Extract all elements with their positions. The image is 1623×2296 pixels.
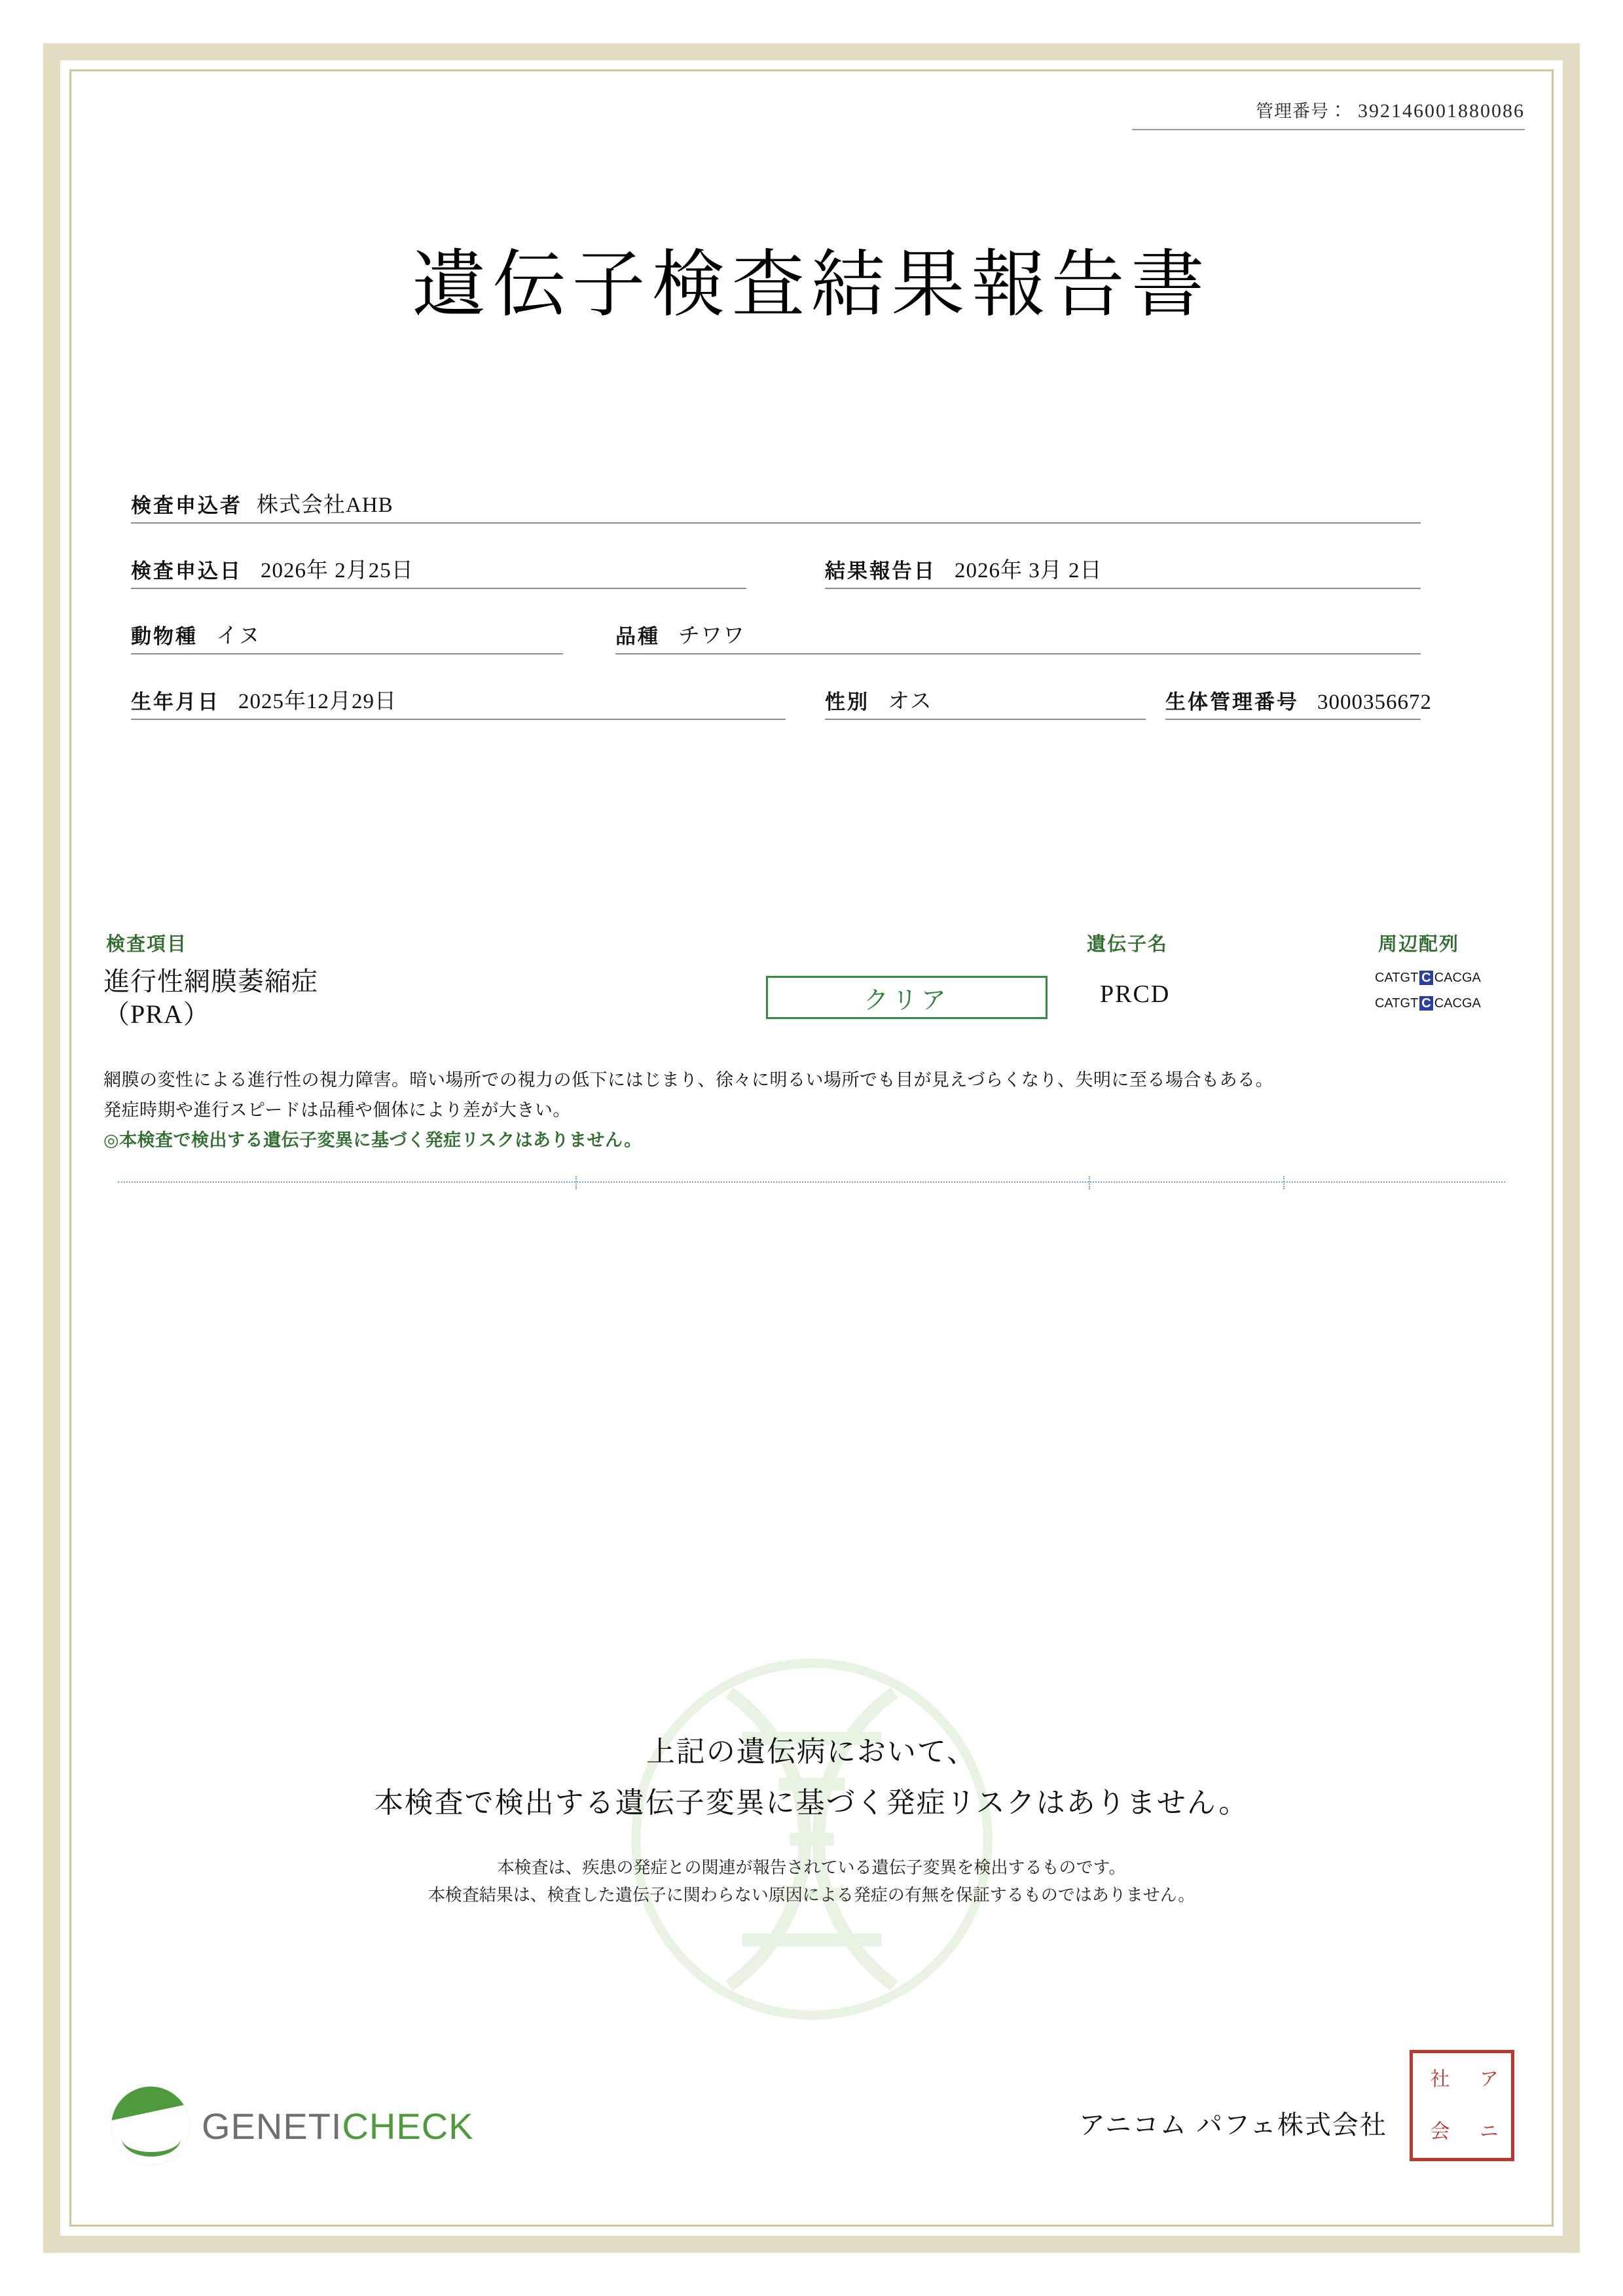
logo-wordmark-part2: CHECK [342,2105,474,2147]
field-animal-id-value: 3000356672 [1317,691,1432,714]
seal-char-2: 会 [1427,2121,1449,2143]
sequence-line-1 [1375,971,1545,986]
field-report-date [825,545,1421,589]
sequence-suffix-2: CACGA [1434,996,1481,1011]
field-breed [615,610,1421,655]
summary-note-1: 本検査は、疾患の発症との関連が報告されている遺伝子変異を検出するものです。 [497,1857,1126,1877]
summary-notes [98,1854,1525,1909]
disease-name-line2: （PRA） [103,999,210,1029]
field-birthday [131,675,786,720]
geneticheck-logo [111,2087,474,2165]
col-header-sequence: 周辺配列 [1378,934,1460,955]
field-breed-label: 品種 [615,625,660,648]
summary-line-2: 本検査で検出する遺伝子変異に基づく発症リスクはありません。 [374,1787,1249,1819]
description-line-2: 発症時期や進行スピードは品種や個体により差が大きい。 [103,1100,571,1120]
info-row-applicant [131,458,1499,524]
seal-char-0: 社 [1427,2068,1449,2090]
report-content [98,85,1525,2211]
info-row-species [131,589,1499,655]
seal-char-3: ニ [1476,2121,1498,2143]
field-sex-label: 性別 [825,691,869,713]
section-divider [118,1181,1505,1183]
test-result-row [98,965,1505,1044]
sequence-prefix-1: CATGT [1375,971,1419,985]
description-line-1: 網膜の変性による進行性の視力障害。暗い場所での視力の低下にはじまり、徐々に明るい場所でも目が見えづらくなり、失明に至る場合もある。 [103,1070,1273,1090]
summary-line-1: 上記の遺伝病において、 [646,1736,977,1768]
col-header-gene: 遺伝子名 [1087,934,1169,955]
field-sex-value: オス [888,690,932,713]
leaf-logo-icon [111,2087,190,2165]
field-applicant-label: 検査申込者 [131,494,242,517]
disease-name-line1: 進行性網膜萎縮症 [103,967,318,996]
field-report-date-value: 2026年 3月 2日 [955,559,1103,583]
field-report-date-label: 結果報告日 [825,560,936,583]
report-footer [98,2054,1525,2172]
control-number [1132,97,1525,130]
page-title: 遺伝子検査結果報告書 [412,245,1211,326]
seal-char-1: ア [1476,2068,1498,2090]
disease-description [103,1067,1505,1157]
sequence-mutation-1: C [1419,971,1432,985]
sequence-mutation-2: C [1419,996,1432,1011]
control-number-value: 392146001880086 [1358,100,1525,122]
info-row-dates [131,524,1499,589]
company-seal [1410,2050,1514,2161]
gene-name: PRCD [1100,980,1171,1008]
summary-block [98,1728,1525,1909]
summary-note-2: 本検査結果は、検査した遺伝子に関わらない原因による発症の有無を保証するものではありません。 [428,1885,1195,1905]
field-breed-value: チワワ [678,624,745,648]
sequence-suffix-1: CACGA [1434,971,1481,985]
field-sex [825,675,1146,720]
field-applicant [131,479,1421,524]
company-name: アニコム パフェ株式会社 [1078,2111,1387,2140]
sequence-block [1375,971,1545,1022]
field-species-value: イヌ [216,624,261,648]
field-animal-id-label: 生体管理番号 [1165,691,1299,713]
field-species [131,610,563,655]
logo-wordmark [202,2105,474,2147]
field-animal-id [1165,675,1432,720]
description-risk-statement: ◎本検査で検出する遺伝子変異に基づく発症リスクはありません。 [103,1130,642,1150]
field-species-label: 動物種 [131,625,198,648]
col-header-item: 検査項目 [106,934,188,955]
info-row-birth [131,655,1499,720]
result-badge-text: クリア [863,986,950,1014]
field-birthday-label: 生年月日 [131,691,220,713]
field-apply-date-label: 検査申込日 [131,560,242,583]
control-number-label: 管理番号： [1256,101,1347,121]
logo-wordmark-part1: GENETI [202,2105,342,2147]
field-birthday-value: 2025年12月29日 [238,690,397,713]
result-badge [766,976,1048,1019]
field-apply-date-value: 2026年 2月25日 [261,559,414,583]
field-applicant-value: 株式会社AHB [257,493,393,517]
sequence-line-2 [1375,996,1545,1011]
sequence-prefix-2: CATGT [1375,996,1419,1011]
applicant-info-block [131,458,1499,720]
field-apply-date [131,545,746,589]
test-table-header [98,929,1505,958]
disease-name [103,965,318,1031]
